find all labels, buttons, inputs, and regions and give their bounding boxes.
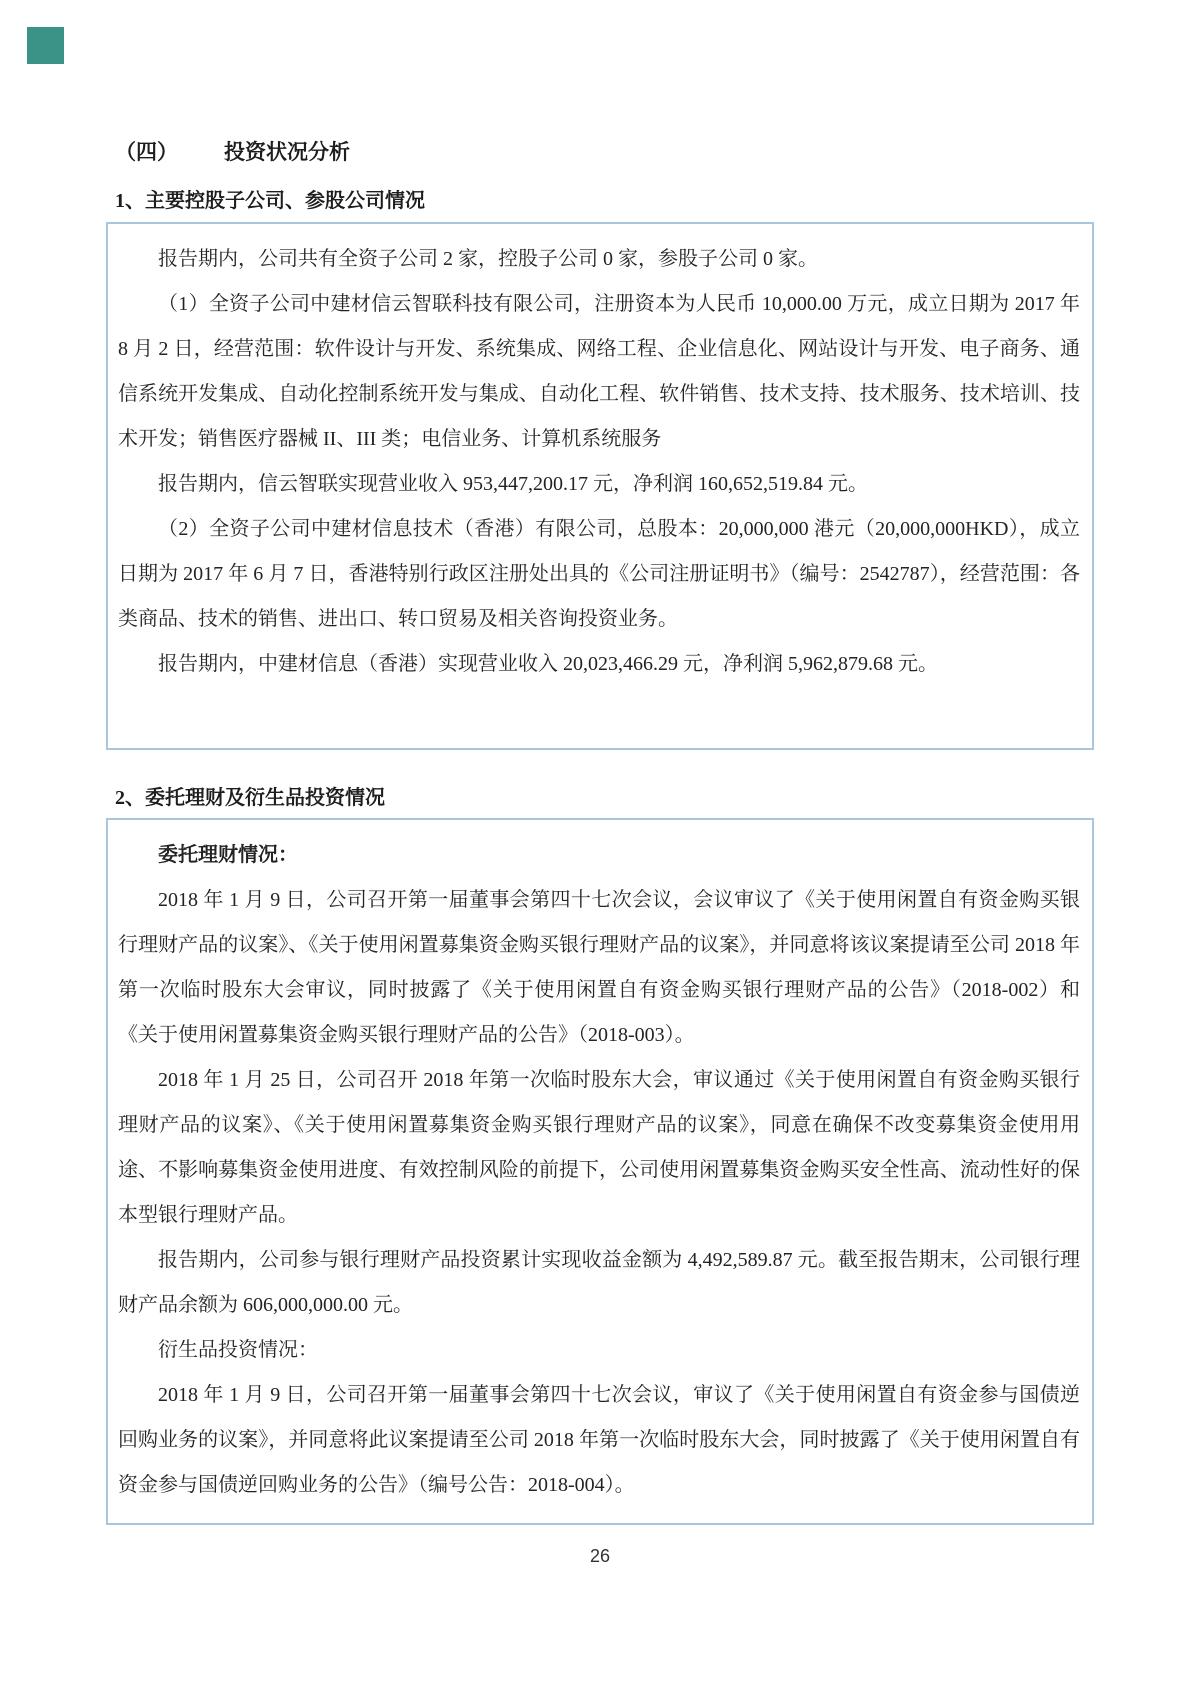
page-number: 26 bbox=[589, 1546, 611, 1566]
paragraph: （1）全资子公司中建材信云智联科技有限公司，注册资本为人民币 10,000.00 万元，成立日期为 2017 年 8 月 2 日，经营范围：软件设计与开发、系统集成、网络工程、企业信息化、网站设计与开发、电子商务、通信系统开发集成、自动化控制系统开发与集成、自动化工程、软件销售、技术支持、技术服务、技术培训、技术开发；销售医疗器械 II、III 类；电信业务、计算机系统服务 bbox=[118, 293, 1080, 450]
section-heading bbox=[115, 136, 350, 166]
section-title: 投资状况分析 bbox=[224, 140, 350, 164]
paragraph: 2018 年 1 月 25 日，公司召开 2018 年第一次临时股东大会，审议通过《关于使用闲置自有资金购买银行理财产品的议案》、《关于使用闲置募集资金购买银行理财产品的议案》，同意在确保不改变募集资金使用用途、不影响募集资金使用进度、有效控制风险的前提下，公司使用闲置募集资金购买安全性高、流动性好的保本型银行理财产品。 bbox=[118, 1069, 1080, 1226]
paragraph: 2018 年 1 月 9 日，公司召开第一届董事会第四十七次会议，会议审议了《关于使用闲置自有资金购买银行理财产品的议案》、《关于使用闲置募集资金购买银行理财产品的议案》，并同意将该议案提请至公司 2018 年第一次临时股东大会审议，同时披露了《关于使用闲置自有资金购买银行理财产品的公告》（2018-002）和《关于使用闲置募集资金购买银行理财产品的公告》（2018-003）。 bbox=[118, 889, 1080, 1046]
paragraph: 报告期内，信云智联实现营业收入 953,447,200.17 元，净利润 160,652,519.84 元。 bbox=[158, 473, 868, 495]
paragraph: 报告期内，公司共有全资子公司 2 家，控股子公司 0 家，参股子公司 0 家。 bbox=[158, 248, 818, 270]
paragraph: 报告期内，中建材信息（香港）实现营业收入 20,023,466.29 元，净利润 5,962,879.68 元。 bbox=[158, 653, 938, 675]
subsidiaries-box-content bbox=[108, 224, 1092, 687]
subsidiaries-text-box bbox=[106, 222, 1094, 750]
paragraph: 报告期内，公司参与银行理财产品投资累计实现收益金额为 4,492,589.87 元。截至报告期末，公司银行理财产品余额为 606,000,000.00 元。 bbox=[118, 1249, 1080, 1316]
paragraph: （2）全资子公司中建材信息技术（香港）有限公司，总股本：20,000,000 港元（20,000,000HKD），成立日期为 2017 年 6 月 7 日，香港特别行政区注册处出具的《公司注册证明书》（编号：2542787），经营范围：各类商品、技术的销售、进出口、转口贸易及相关咨询投资业务。 bbox=[118, 518, 1080, 630]
entrusted-wealth-label: 委托理财情况： bbox=[158, 844, 298, 866]
derivatives-label: 衍生品投资情况： bbox=[158, 1339, 318, 1361]
subheading-wealth-management: 2、委托理财及衍生品投资情况 bbox=[115, 787, 385, 809]
subheading-subsidiaries: 1、主要控股子公司、参股公司情况 bbox=[115, 190, 425, 212]
section-number: （四） bbox=[115, 140, 178, 164]
paragraph: 2018 年 1 月 9 日，公司召开第一届董事会第四十七次会议，审议了《关于使用闲置自有资金参与国债逆回购业务的议案》，并同意将此议案提请至公司 2018 年第一次临时股东大会，同时披露了《关于使用闲置自有资金参与国债逆回购业务的公告》（编号公告：2018-004）。 bbox=[118, 1384, 1080, 1496]
corner-square-mark bbox=[27, 27, 64, 64]
wealth-management-text-box bbox=[106, 818, 1094, 1525]
wealth-management-box-content bbox=[108, 820, 1092, 1508]
